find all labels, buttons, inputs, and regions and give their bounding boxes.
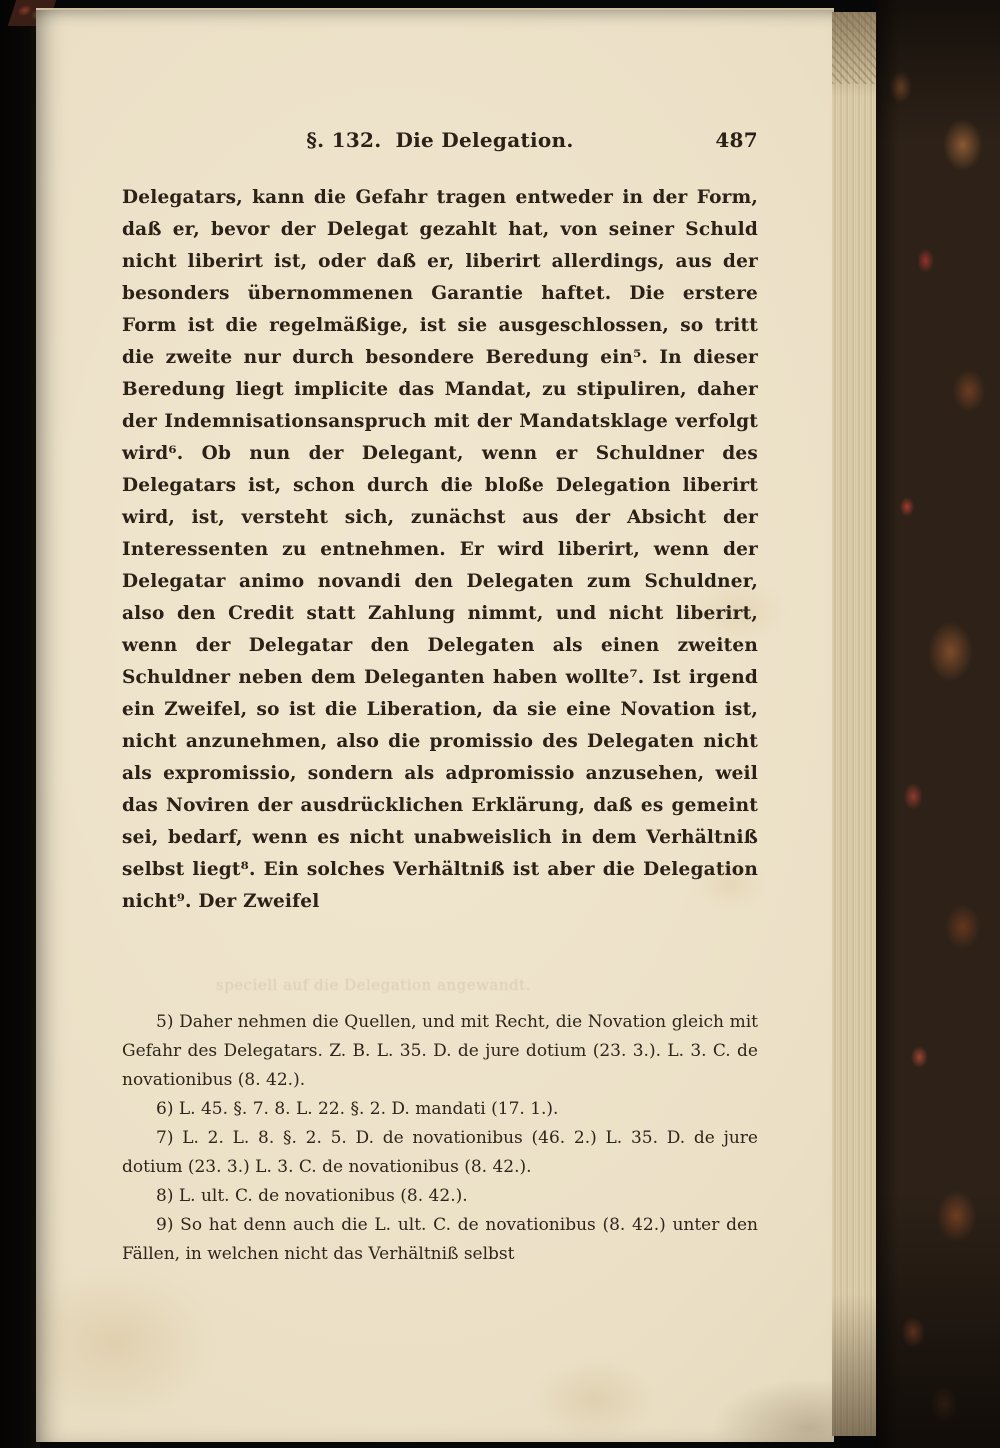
footnote-9: 9) So hat denn auch die L. ult. C. de novationibus (8. 42.) unter den Fällen, in welchen nicht das Verhältniß selbst xyxy=(122,1215,758,1264)
book-page xyxy=(36,8,834,1442)
page-number: 487 xyxy=(715,128,758,152)
show-through-text: speciell auf die Delegation angewandt. xyxy=(216,976,531,994)
page-edges-stack xyxy=(832,12,876,1436)
footnotes xyxy=(122,1008,758,1269)
section-title: Die Delegation. xyxy=(395,128,574,152)
marbled-cover-edge xyxy=(876,0,1000,1448)
footnote-5: 5) Daher nehmen die Quellen, und mit Recht, die Novation gleich mit Gefahr des Delegatars. Z. B. L. 35. D. de jure dotium (23. 3.). L. 3. C. de novationibus (8. 42.). xyxy=(122,1012,758,1090)
spine-shadow xyxy=(0,0,40,1448)
section-number: §. 132. xyxy=(306,128,382,152)
footnote-8: 8) L. ult. C. de novationibus (8. 42.). xyxy=(156,1186,468,1206)
page-header xyxy=(122,128,758,158)
footnote-6: 6) L. 45. §. 7. 8. L. 22. §. 2. D. mandati (17. 1.). xyxy=(156,1099,559,1119)
footnote-7: 7) L. 2. L. 8. §. 2. 5. D. de novationibus (46. 2.) L. 35. D. de jure dotium (23. 3.) L. 3. C. de novationibus (8. 42.). xyxy=(122,1128,758,1177)
body-paragraph: Delegatars, kann die Gefahr tragen entweder in der Form, daß er, bevor der Delegat gezahlt hat, von seiner Schuld nicht liberirt ist, oder daß er, liberirt allerdings, aus der besonders übernommenen Garantie haftet. Die erstere Form ist die regelmäßige, ist sie ausgeschlossen, so tritt die zweite nur durch besondere Beredung ein⁵. In dieser Beredung liegt implicite das Mandat, zu stipuliren, daher der Indemnisationsanspruch mit der Mandatsklage verfolgt wird⁶. Ob nun der Delegant, wenn er Schuldner des Delegatars ist, schon durch die bloße Delegation liberirt wird, ist, versteht sich, zunächst aus der Absicht der Interessenten zu entnehmen. Er wird liberirt, wenn der Delegatar animo novandi den Delegaten zum Schuldner, also den Credit statt Zahlung nimmt, und nicht liberirt, wenn der Delegatar den Delegaten als einen zweiten Schuldner neben dem Deleganten haben wollte⁷. Ist irgend ein Zweifel, so ist die Liberation, da sie eine Novation ist, nicht anzunehmen, also die promissio des Delegaten nicht als expromissio, sondern als adpromissio anzusehen, weil das Noviren der ausdrücklichen Erklärung, daß es gemeint sei, bedarf, wenn es nicht unabweislich in dem Verhältniß selbst liegt⁸. Ein solches Verhältniß ist aber die Delegation nicht⁹. Der Zweifel xyxy=(122,187,758,912)
